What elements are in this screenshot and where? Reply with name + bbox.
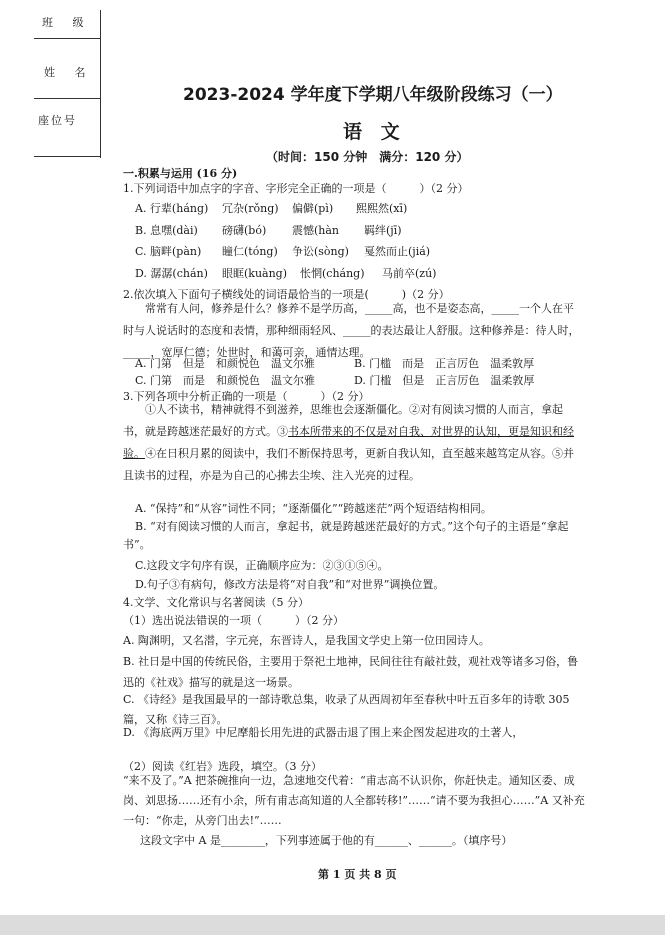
seat-label: 座位号 <box>38 114 77 127</box>
q4-sub2: （2）阅读《红岩》选段，填空。（3 分） <box>123 760 322 773</box>
q3-stem: 3.下列各项中分析正确的一项是（ ）（2 分） <box>123 390 370 403</box>
q1-option: B. 息嘿(dài) <box>135 224 198 237</box>
word: 瞳仁(tóng) <box>222 245 278 258</box>
q4-sub1: （1）选出说法错误的一项（ ）（2 分） <box>123 614 344 627</box>
q1-option: C. 脑畔(pàn) <box>135 245 202 258</box>
name-label: 姓 名 <box>44 66 94 79</box>
q3-passage <box>123 399 583 487</box>
time-info: （时间：150 分钟 满分：120 分） <box>266 150 469 164</box>
q4-option: D. 《海底两万里》中尼摩船长用先进的武器击退了围上来企图发起进攻的土著人， <box>123 726 524 739</box>
subject-title: 语 文 <box>343 121 406 143</box>
word: 熙熙然(xī) <box>356 202 408 215</box>
word: 磅礴(bó) <box>222 224 267 237</box>
q2-option: C. 门第 而是 和颜悦色 温文尔雅 <box>135 374 316 387</box>
q4-fill-blank: 这段文字中 A 是________，下列事迹属于他的有______、______。（填序号） <box>140 834 513 847</box>
q3-passage-part: ①人不读书，精神就得不到滋养，思维也会逐渐僵化。②对有阅读习惯的人而言，拿起书，就是跨越迷茫最好的方式。③ <box>123 403 563 438</box>
q4-option: A. 陶渊明，又名潜，字元亮，东晋诗人，是我国文学史上第一位田园诗人。 <box>123 634 490 647</box>
q4-excerpt: “来不及了。”A 把茶碗推向一边，急速地交代着：“甫志高不认识你，你赶快走。通知区委、成岗、刘思扬……还有小余，所有甫志高知道的人全都转移!”……“请不要为我担心……”A 又补充一句：“你走，从旁门出去!”…… <box>123 774 585 827</box>
q2-option: D. 门槛 但是 正言厉色 温柔敦厚 <box>354 374 535 387</box>
q2-stem: 2.依次填入下面句子横线处的词语最恰当的一项是( )（2 分） <box>123 288 450 301</box>
q3-passage-part: ④在日积月累的阅读中，我们不断保持思考，更新自我认知，直至越来越笃定从容。⑤并且读书的过程，亦是为自己的心拂去尘埃、注入光亮的过程。 <box>123 447 574 482</box>
q4-option: B. 社日是中国的传统民俗，主要用于祭祀土地神，民间往往有敲社鼓，观社戏等诸多习俗，鲁迅的《社戏》描写的就是这一场景。 <box>123 655 579 689</box>
page-number: 第 1 页 共 8 页 <box>318 868 397 881</box>
side-divider <box>100 10 101 158</box>
q4-stem: 4.文学、文化常识与名著阅读（5 分） <box>123 596 309 609</box>
q1-option <box>135 202 208 216</box>
word: 怅惘(cháng) <box>300 267 365 280</box>
word: 冗杂(rǒng) <box>222 202 279 215</box>
bottom-bar <box>0 915 665 935</box>
q3-option: D.句子③有病句，修改方法是将“对自我”和“对世界”调换位置。 <box>135 578 445 591</box>
q3-option: C.这段文字句序有误，正确顺序应为：②③①⑤④。 <box>135 559 389 572</box>
q2-option: B. 门槛 而是 正言厉色 温柔敦厚 <box>354 357 535 370</box>
word: 羁绊(jī) <box>364 224 402 237</box>
word: 争讼(sòng) <box>292 245 349 258</box>
section-heading: 一.积累与运用 (16 分) <box>123 167 238 180</box>
word: 震憾(hàn <box>292 224 340 237</box>
word: 眼眶(kuàng) <box>222 267 288 280</box>
word: 偏僻(pì) <box>292 202 334 215</box>
q1-stem: 1.下列词语中加点字的字音、字形完全正确的一项是（ ）（2 分） <box>123 182 469 195</box>
word: 马前卒(zú) <box>382 267 437 280</box>
q1-option: D. 潺潺(chán) <box>135 267 208 280</box>
q3-option: A. “保持”和“从容”词性不同；“逐渐僵化”“跨越迷茫”两个短语结构相同。 <box>135 502 492 515</box>
word: 戛然而止(jiá) <box>364 245 431 258</box>
q4-option: C. 《诗经》是我国最早的一部诗歌总集，收录了从西周初年至春秋中叶五百多年的诗歌 305 篇，又称《诗三百》。 <box>123 693 570 726</box>
word: A. 行辈(háng) <box>135 202 209 215</box>
q2-option: A. 门第 但是 和颜悦色 温文尔雅 <box>135 357 315 370</box>
q2-passage: 常常有人问，修养是什么？修养不是学历高，_____高，也不是姿态高，_____一个人在平时与人说话时的态度和表情，那种细雨轻风、_____的表达最让人舒服。这种修养是：待人时，_____，宽厚仁德；处世时，和蔼可亲，通情达理。 <box>123 302 580 359</box>
q3-option: B. “对有阅读习惯的人而言，拿起书，就是跨越迷茫最好的方式。”这个句子的主语是“拿起书”。 <box>123 520 569 551</box>
q3-underlined-sentence: 书本所带来的不仅是对自我、对世界的认知，更是知识和经验。 <box>123 425 574 460</box>
class-label: 班 级 <box>42 16 92 29</box>
page-title: 2023-2024 学年度下学期八年级阶段练习（一） <box>183 85 563 105</box>
